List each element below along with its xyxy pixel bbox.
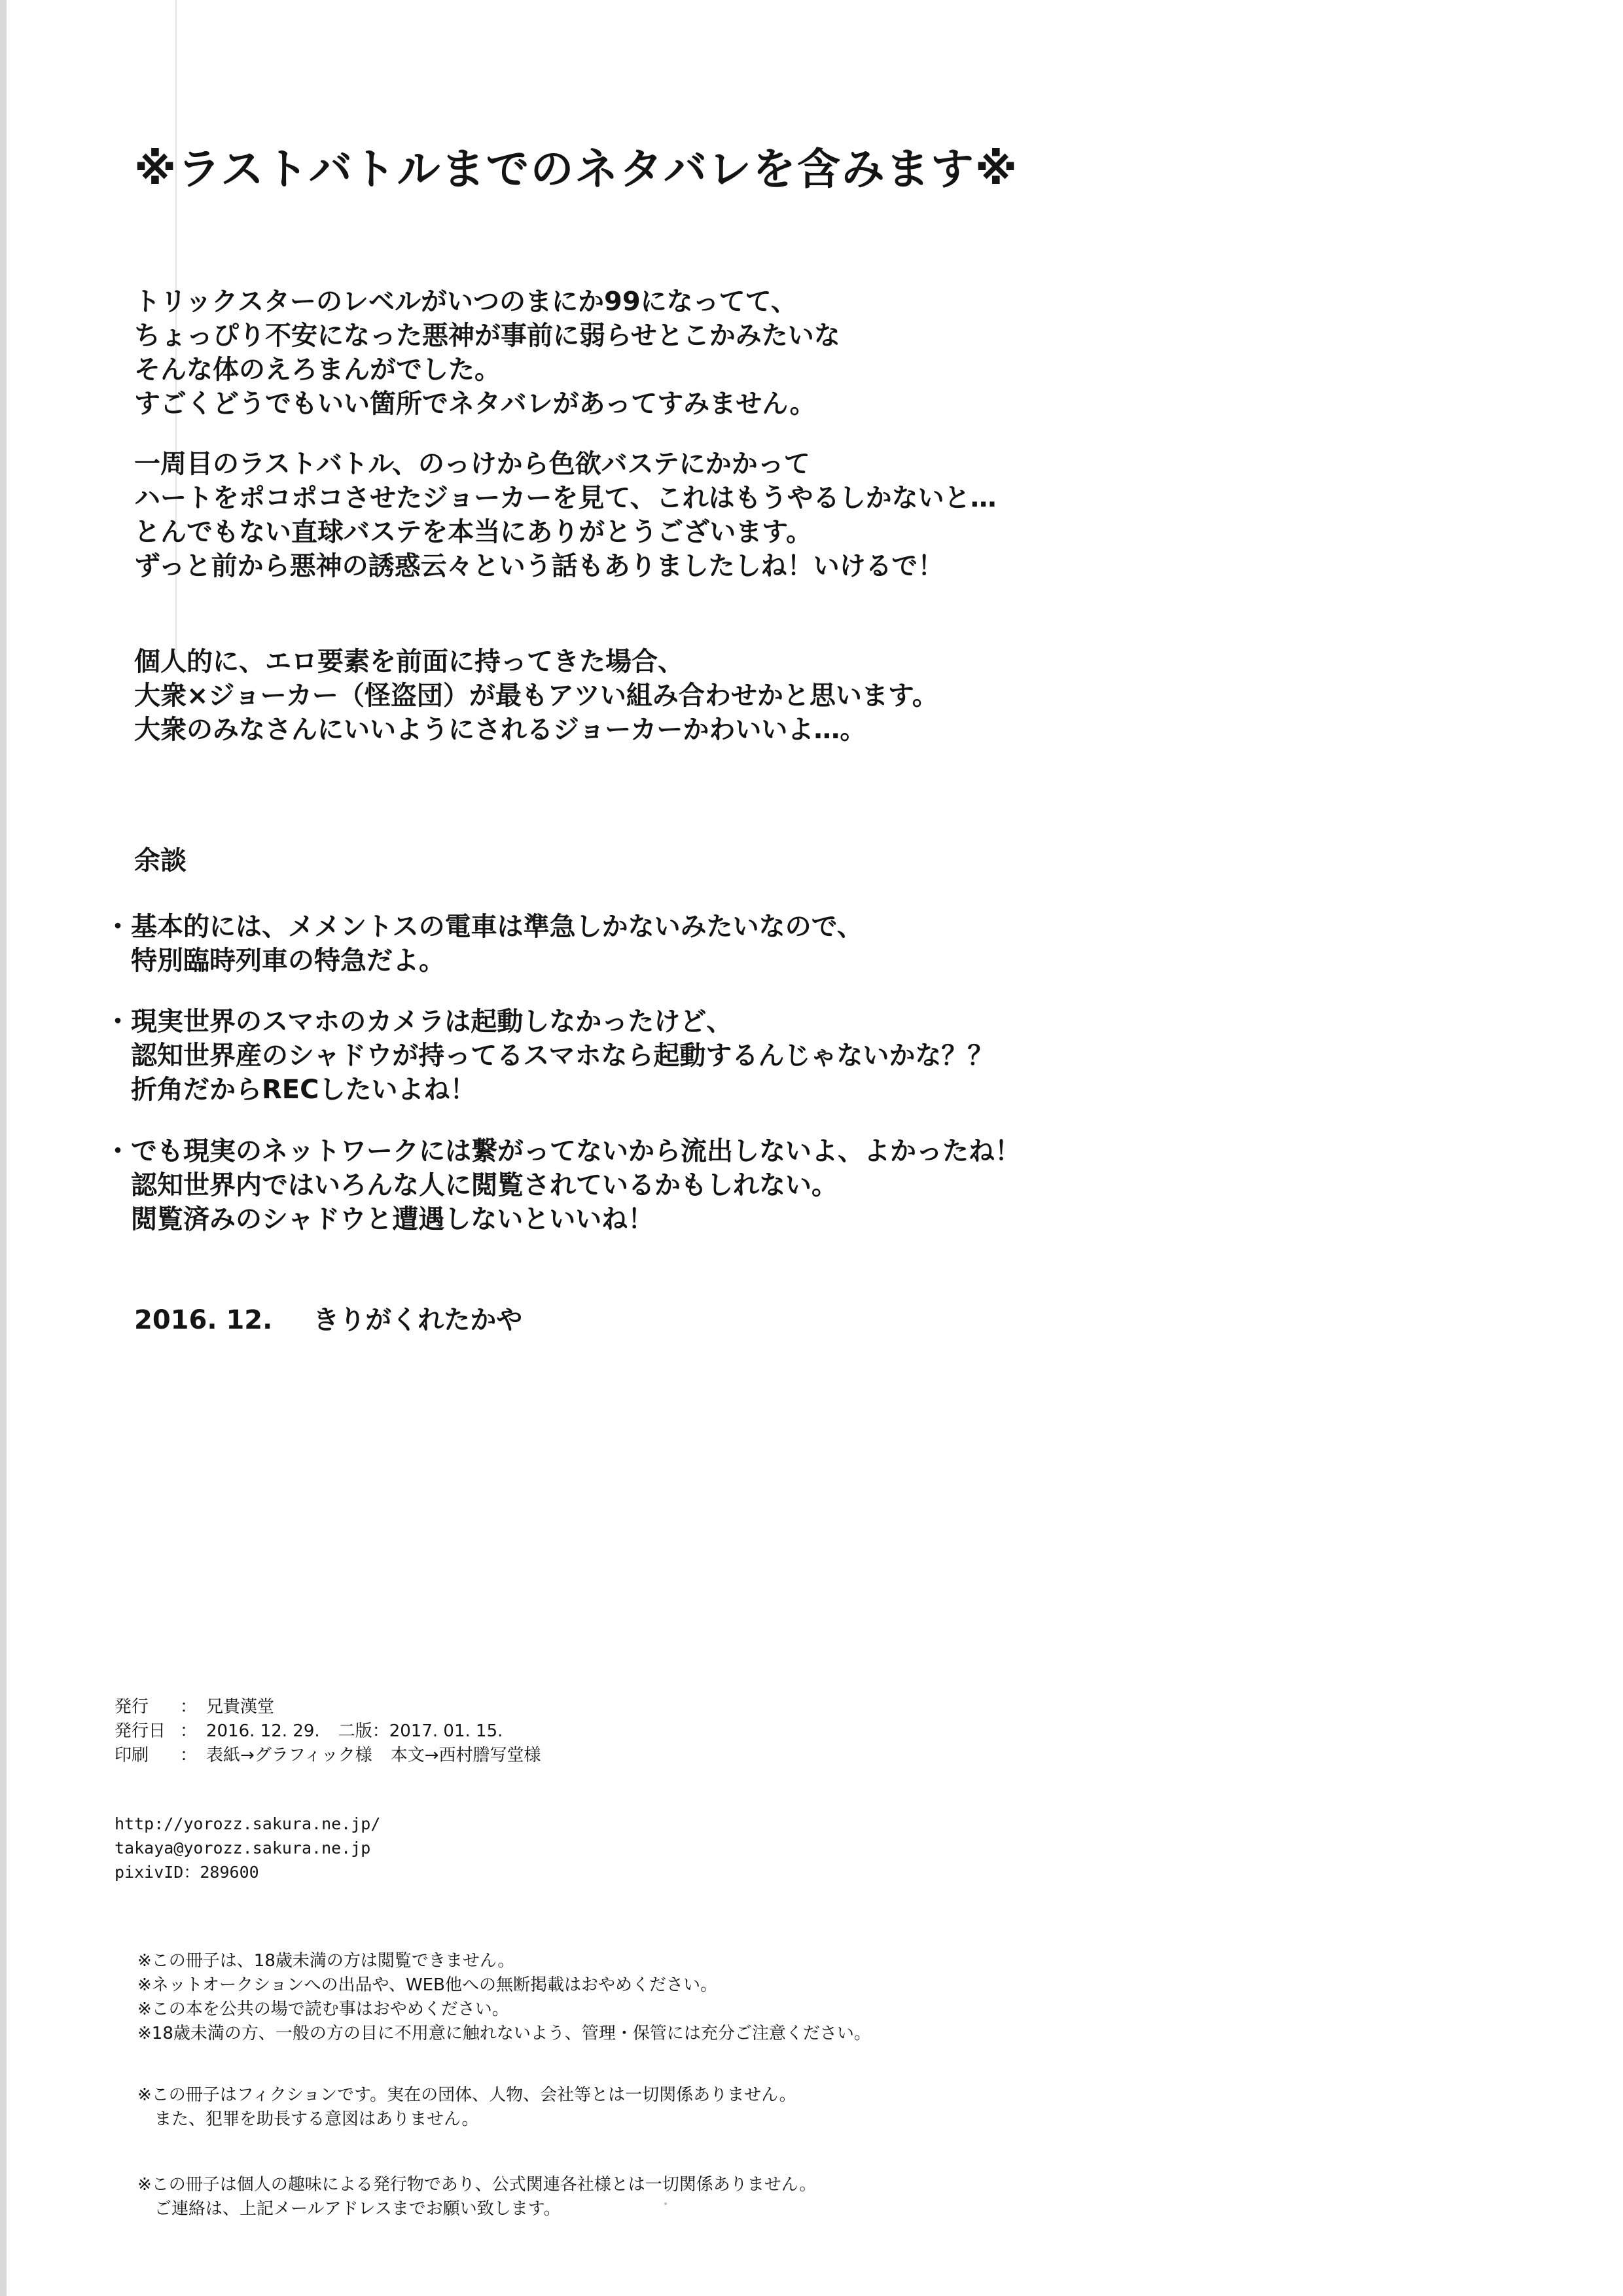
- text-line: 大衆×ジョーカー（怪盗団）が最もアツい組み合わせかと思います。: [134, 681, 938, 711]
- notice-group: [137, 1949, 871, 2046]
- text-line: ちょっぴり不安になった悪神が事前に弱らせとこかみたいな: [134, 321, 840, 351]
- colophon: [115, 1695, 541, 1768]
- page-edge: [0, 0, 7, 2296]
- text-line: 個人的に、エロ要素を前面に持ってきた場合、: [134, 647, 684, 677]
- text-line: ・でも現実のネットワークには繋がってないから流出しないよ、よかったね！: [105, 1136, 1021, 1166]
- aside-heading: 余談: [134, 846, 187, 876]
- scan-speck: [664, 2202, 667, 2205]
- notice-line: また、犯罪を助長する意図はありません。: [137, 2109, 479, 2129]
- text-line: 大衆のみなさんにいいようにされるジョーカーかわいいよ…。: [134, 715, 866, 745]
- text-line: 特別臨時列車の特急だよ。: [105, 946, 445, 976]
- text-line: トリックスターのレベルがいつのまにか99になってて、: [134, 287, 797, 317]
- email-address: takaya@yorozz.sakura.ne.jp: [115, 1839, 371, 1857]
- afterword-paragraph: [134, 447, 997, 583]
- colon: ：: [180, 1697, 198, 1717]
- printing-cover: 表紙→グラフィック様: [206, 1746, 372, 1765]
- printing-label: 印刷: [115, 1746, 149, 1765]
- pixiv-id: pixivID：289600: [115, 1863, 259, 1882]
- notice-line: ご連絡は、上記メールアドレスまでお願い致します。: [137, 2199, 561, 2219]
- afterword-paragraph: [134, 645, 938, 747]
- colon: ：: [180, 1721, 198, 1741]
- afterword-paragraph: [134, 285, 840, 421]
- website-url: http://yorozz.sakura.ne.jp/: [115, 1814, 381, 1833]
- notice-line: ※18歳未満の方、一般の方の目に不用意に触れないよう、管理・保管には充分ご注意ください。: [137, 2024, 871, 2043]
- text-line: 認知世界産のシャドウが持ってるスマホなら起動するんじゃないかな？？: [105, 1041, 994, 1071]
- aside-note: [105, 1005, 993, 1107]
- colon: ：: [372, 1721, 389, 1741]
- notice-line: ※ネットオークションへの出品や、WEB他への無断掲載はおやめください。: [137, 1975, 717, 1995]
- page-title: ※ラストバトルまでのネタバレを含みます※: [134, 144, 1019, 194]
- second-edition-date: 2017. 01. 15.: [389, 1721, 503, 1741]
- signature: [134, 1299, 522, 1336]
- notice-line: ※この冊子は個人の趣味による発行物であり、公式関連各社様とは一切関係ありません。: [137, 2175, 817, 2195]
- text-line: 一周目のラストバトル、のっけから色欲バステにかかって: [134, 449, 810, 479]
- notice-line: ※この冊子はフィクションです。実在の団体、人物、会社等とは一切関係ありません。: [137, 2085, 796, 2105]
- contact-links: [115, 1812, 380, 1884]
- publisher-value: 兄貴漢堂: [206, 1697, 275, 1717]
- text-line: すごくどうでもいい箇所でネタバレがあってすみません。: [134, 389, 816, 419]
- issued-date: 2016. 12. 29.: [206, 1721, 320, 1741]
- text-line: ずっと前から悪神の誘惑云々という話もありましたしね！いけるで！: [134, 551, 944, 581]
- printing-body: 本文→西村謄写堂様: [390, 1746, 541, 1765]
- notice-line: ※この冊子は、18歳未満の方は閲覧できません。: [137, 1951, 515, 1971]
- publisher-label: 発行: [115, 1697, 149, 1717]
- text-line: そんな体のえろまんがでした。: [134, 355, 501, 385]
- signature-author: きりがくれたかや: [313, 1305, 523, 1335]
- signature-date: 2016. 12.: [134, 1305, 273, 1335]
- text-line: 折角だからRECしたいよね！: [105, 1075, 476, 1105]
- text-line: 認知世界内ではいろんな人に閲覧されているかもしれない。: [105, 1170, 838, 1200]
- colophon-date-row: [115, 1719, 541, 1744]
- aside-note: [105, 1134, 1021, 1236]
- colophon-printing-row: [115, 1744, 541, 1768]
- text-line: ハートをポコポコさせたジョーカーを見て、これはもうやるしかないと…: [134, 483, 997, 513]
- notice-group: [137, 2173, 816, 2221]
- text-line: ・基本的には、メメントスの電車は準急しかないみたいなので、: [105, 912, 863, 942]
- aside-note: [105, 910, 863, 978]
- second-edition-label: 二版: [338, 1721, 372, 1741]
- colophon-publisher-row: [115, 1695, 541, 1719]
- text-line: ・現実世界のスマホのカメラは起動しなかったけど、: [105, 1007, 733, 1037]
- text-line: とんでもない直球バステを本当にありがとうございます。: [134, 517, 812, 547]
- text-line: 閲覧済みのシャドウと遭遇しないといいね！: [105, 1204, 654, 1234]
- notice-line: ※この本を公共の場で読む事はおやめください。: [137, 2000, 509, 2019]
- issued-label: 発行日: [115, 1721, 166, 1741]
- colon: ：: [180, 1746, 198, 1765]
- notice-group: [137, 2083, 796, 2132]
